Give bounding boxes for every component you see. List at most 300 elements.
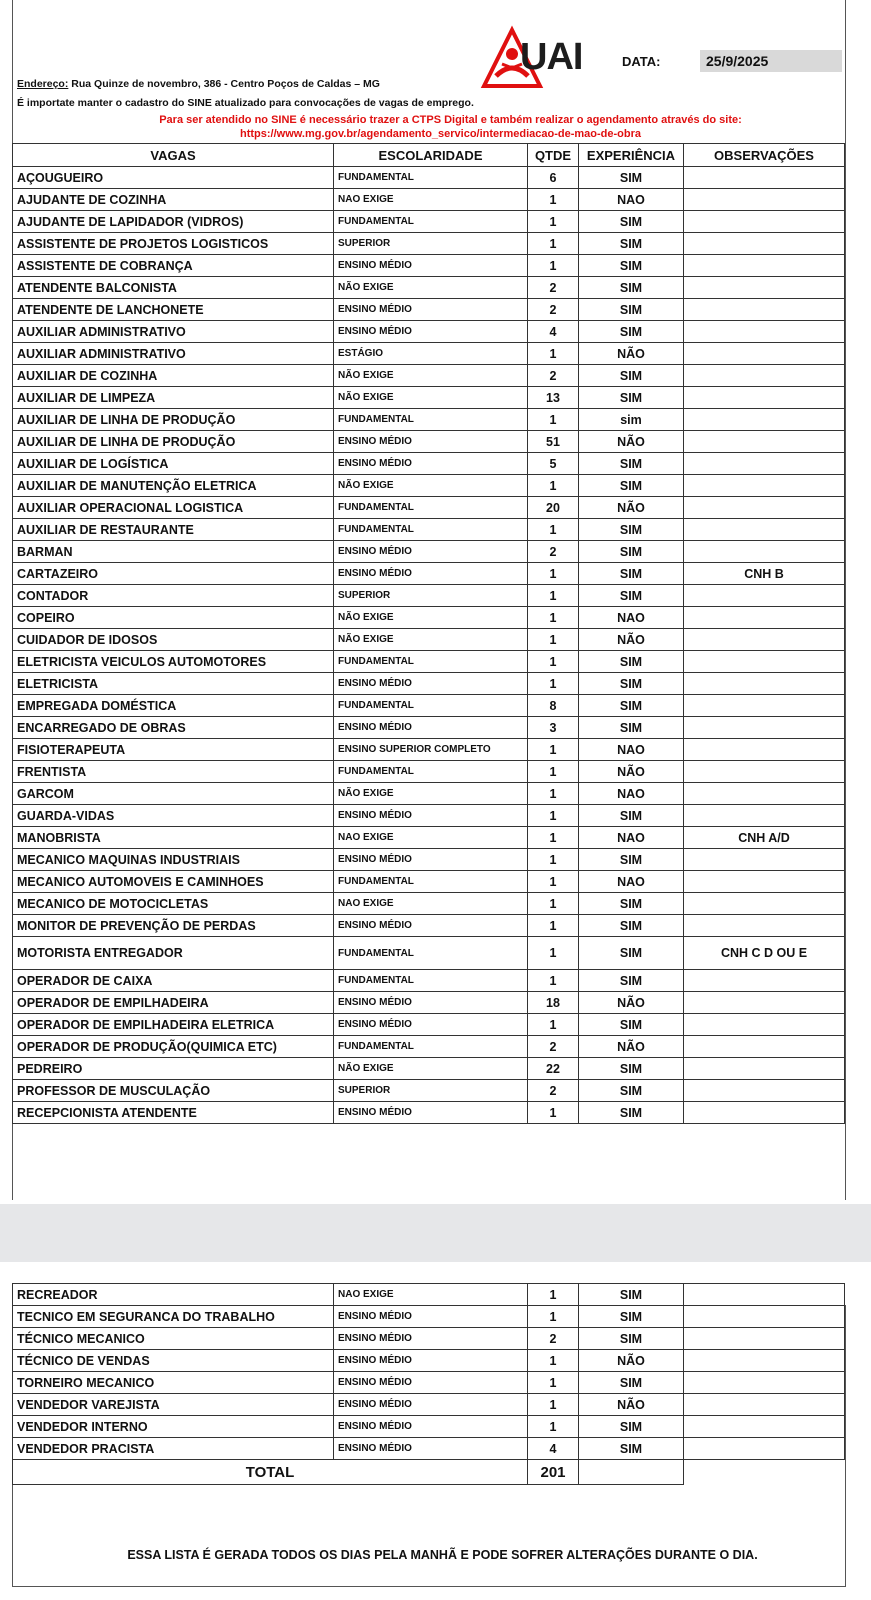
cell-escolaridade: FUNDAMENTAL [334, 970, 528, 992]
table-row [13, 937, 845, 970]
cell-observacoes [684, 475, 845, 497]
cell-escolaridade: ENSINO MÉDIO [334, 1372, 528, 1394]
table-row [13, 1394, 845, 1416]
cell-vaga: PROFESSOR DE MUSCULAÇÃO [13, 1080, 334, 1102]
table-row [13, 211, 845, 233]
cell-vaga: VENDEDOR PRACISTA [13, 1438, 334, 1460]
table-row [13, 321, 845, 343]
cell-escolaridade: ENSINO MÉDIO [334, 1350, 528, 1372]
cell-experiencia: NÃO [579, 1394, 684, 1416]
cell-escolaridade: NÃO EXIGE [334, 277, 528, 299]
cell-experiencia: SIM [579, 1372, 684, 1394]
cell-observacoes [684, 805, 845, 827]
cell-escolaridade: FUNDAMENTAL [334, 211, 528, 233]
cell-vaga: FISIOTERAPEUTA [13, 739, 334, 761]
cell-escolaridade: ENSINO MÉDIO [334, 717, 528, 739]
cell-observacoes [684, 761, 845, 783]
table-row [13, 783, 845, 805]
cell-vaga: ELETRICISTA [13, 673, 334, 695]
address-label: Endereço: [17, 78, 69, 90]
cell-vaga: MECANICO MAQUINAS INDUSTRIAIS [13, 849, 334, 871]
cell-experiencia: SIM [579, 299, 684, 321]
cell-escolaridade: NÃO EXIGE [334, 387, 528, 409]
cell-qtde: 1 [528, 1350, 579, 1372]
cell-qtde: 1 [528, 651, 579, 673]
cell-escolaridade: ENSINO MÉDIO [334, 1102, 528, 1124]
table-row [13, 739, 845, 761]
cell-escolaridade: NÃO EXIGE [334, 783, 528, 805]
col-qtde: QTDE [528, 144, 579, 167]
cell-escolaridade: ENSINO MÉDIO [334, 453, 528, 475]
cell-experiencia: SIM [579, 167, 684, 189]
cell-vaga: CARTAZEIRO [13, 563, 334, 585]
table-row [13, 1416, 845, 1438]
jobs-table-page1 [12, 143, 845, 1124]
cell-qtde: 20 [528, 497, 579, 519]
cell-escolaridade: ENSINO MÉDIO [334, 992, 528, 1014]
table-row [13, 1102, 845, 1124]
cell-vaga: MONITOR DE PREVENÇÃO DE PERDAS [13, 915, 334, 937]
table-row [13, 629, 845, 651]
jobs-table-page2 [12, 1283, 845, 1485]
cell-vaga: AUXILIAR DE LIMPEZA [13, 387, 334, 409]
cell-observacoes [684, 1284, 845, 1306]
table-row [13, 541, 845, 563]
cell-qtde: 4 [528, 321, 579, 343]
cell-observacoes [684, 915, 845, 937]
cell-vaga: AUXILIAR ADMINISTRATIVO [13, 321, 334, 343]
cell-observacoes [684, 1372, 845, 1394]
table-row [13, 1350, 845, 1372]
cell-qtde: 1 [528, 827, 579, 849]
cell-observacoes [684, 167, 845, 189]
footer-note: ESSA LISTA É GERADA TODOS OS DIAS PELA MANHÃ E PODE SOFRER ALTERAÇÕES DURANTE O DIA. [127, 1548, 758, 1562]
cell-observacoes [684, 651, 845, 673]
table-row [13, 585, 845, 607]
cell-experiencia: SIM [579, 651, 684, 673]
cell-qtde: 1 [528, 1102, 579, 1124]
cell-escolaridade: ENSINO MÉDIO [334, 1328, 528, 1350]
cell-vaga: MOTORISTA ENTREGADOR [13, 937, 334, 970]
cell-observacoes [684, 717, 845, 739]
cell-experiencia: SIM [579, 805, 684, 827]
cell-observacoes [684, 387, 845, 409]
cell-qtde: 2 [528, 299, 579, 321]
table-row [13, 893, 845, 915]
cell-qtde: 1 [528, 893, 579, 915]
cell-experiencia: SIM [579, 1438, 684, 1460]
date-label: DATA: [622, 54, 661, 69]
cell-qtde: 1 [528, 783, 579, 805]
cell-experiencia: NÃO [579, 497, 684, 519]
cell-qtde: 8 [528, 695, 579, 717]
cell-qtde: 5 [528, 453, 579, 475]
cell-vaga: CUIDADOR DE IDOSOS [13, 629, 334, 651]
cell-experiencia: sim [579, 409, 684, 431]
date-value: 25/9/2025 [700, 50, 842, 72]
cell-vaga: GARCOM [13, 783, 334, 805]
cell-observacoes [684, 783, 845, 805]
cell-escolaridade: NAO EXIGE [334, 827, 528, 849]
cell-observacoes [684, 1058, 845, 1080]
cell-experiencia: SIM [579, 563, 684, 585]
cell-experiencia: SIM [579, 453, 684, 475]
cell-observacoes [684, 629, 845, 651]
cell-experiencia: SIM [579, 475, 684, 497]
cell-vaga: AUXILIAR DE LINHA DE PRODUÇÃO [13, 409, 334, 431]
cell-escolaridade: FUNDAMENTAL [334, 409, 528, 431]
cell-observacoes [684, 992, 845, 1014]
cell-vaga: MANOBRISTA [13, 827, 334, 849]
table-row [13, 992, 845, 1014]
cell-experiencia: NÃO [579, 629, 684, 651]
cell-observacoes [684, 1438, 845, 1460]
cell-vaga: AJUDANTE DE LAPIDADOR (VIDROS) [13, 211, 334, 233]
cell-observacoes [684, 607, 845, 629]
cell-observacoes [684, 343, 845, 365]
cell-escolaridade: ENSINO MÉDIO [334, 1014, 528, 1036]
cell-experiencia: NAO [579, 607, 684, 629]
address-text: Rua Quinze de novembro, 386 - Centro Poços de Caldas – MG [68, 78, 380, 90]
cell-vaga: ASSISTENTE DE PROJETOS LOGISTICOS [13, 233, 334, 255]
cell-vaga: AUXILIAR ADMINISTRATIVO [13, 343, 334, 365]
cell-vaga: AUXILIAR DE LINHA DE PRODUÇÃO [13, 431, 334, 453]
cell-vaga: TECNICO EM SEGURANCA DO TRABALHO [13, 1306, 334, 1328]
cell-vaga: CONTADOR [13, 585, 334, 607]
cell-escolaridade: ENSINO MÉDIO [334, 1438, 528, 1460]
cell-observacoes [684, 189, 845, 211]
cell-observacoes: CNH B [684, 563, 845, 585]
table-row [13, 871, 845, 893]
cell-qtde: 1 [528, 233, 579, 255]
total-exp-empty [579, 1460, 684, 1485]
cell-escolaridade: ENSINO MÉDIO [334, 541, 528, 563]
table-row [13, 827, 845, 849]
cell-experiencia: SIM [579, 1328, 684, 1350]
cell-qtde: 1 [528, 849, 579, 871]
logo-text: UAI [520, 36, 583, 78]
table-row [13, 1080, 845, 1102]
cell-observacoes [684, 893, 845, 915]
cell-experiencia: SIM [579, 277, 684, 299]
cell-experiencia: SIM [579, 1014, 684, 1036]
cell-qtde: 2 [528, 541, 579, 563]
cell-experiencia: SIM [579, 255, 684, 277]
cell-escolaridade: ENSINO MÉDIO [334, 673, 528, 695]
cell-qtde: 1 [528, 937, 579, 970]
cell-experiencia: SIM [579, 321, 684, 343]
cell-experiencia: SIM [579, 1080, 684, 1102]
cell-qtde: 22 [528, 1058, 579, 1080]
table-row [13, 1306, 845, 1328]
cell-experiencia: SIM [579, 585, 684, 607]
table-row [13, 607, 845, 629]
cell-observacoes [684, 497, 845, 519]
cell-experiencia: NAO [579, 871, 684, 893]
cell-qtde: 2 [528, 1036, 579, 1058]
table-row [13, 1014, 845, 1036]
cell-observacoes [684, 299, 845, 321]
cell-vaga: OPERADOR DE EMPILHADEIRA [13, 992, 334, 1014]
cell-observacoes [684, 739, 845, 761]
cell-vaga: EMPREGADA DOMÉSTICA [13, 695, 334, 717]
cell-escolaridade: NAO EXIGE [334, 1284, 528, 1306]
table-row [13, 387, 845, 409]
cell-qtde: 18 [528, 992, 579, 1014]
cell-vaga: TÉCNICO DE VENDAS [13, 1350, 334, 1372]
cell-escolaridade: ENSINO MÉDIO [334, 849, 528, 871]
cell-vaga: ENCARREGADO DE OBRAS [13, 717, 334, 739]
cell-escolaridade: NAO EXIGE [334, 189, 528, 211]
table-row [13, 849, 845, 871]
table-row [13, 563, 845, 585]
cell-experiencia: SIM [579, 233, 684, 255]
table-row [13, 497, 845, 519]
table-row [13, 1328, 845, 1350]
cell-escolaridade: NAO EXIGE [334, 893, 528, 915]
cell-qtde: 1 [528, 519, 579, 541]
cell-escolaridade: FUNDAMENTAL [334, 695, 528, 717]
cell-observacoes [684, 519, 845, 541]
table-row [13, 1372, 845, 1394]
cell-qtde: 1 [528, 1416, 579, 1438]
cell-vaga: GUARDA-VIDAS [13, 805, 334, 827]
cell-escolaridade: FUNDAMENTAL [334, 651, 528, 673]
cell-qtde: 1 [528, 1306, 579, 1328]
cell-vaga: AUXILIAR DE LOGÍSTICA [13, 453, 334, 475]
cell-qtde: 3 [528, 717, 579, 739]
cell-escolaridade: SUPERIOR [334, 1080, 528, 1102]
cell-qtde: 51 [528, 431, 579, 453]
cell-vaga: OPERADOR DE PRODUÇÃO(QUIMICA ETC) [13, 1036, 334, 1058]
cell-qtde: 1 [528, 915, 579, 937]
cell-escolaridade: NÃO EXIGE [334, 607, 528, 629]
total-value: 201 [528, 1460, 579, 1485]
col-observacoes: OBSERVAÇÕES [684, 144, 845, 167]
cell-experiencia: SIM [579, 365, 684, 387]
cell-qtde: 2 [528, 1328, 579, 1350]
cell-experiencia: NAO [579, 783, 684, 805]
cell-observacoes [684, 365, 845, 387]
cell-observacoes [684, 1416, 845, 1438]
cell-experiencia: SIM [579, 893, 684, 915]
cell-escolaridade: ESTÁGIO [334, 343, 528, 365]
cell-vaga: OPERADOR DE CAIXA [13, 970, 334, 992]
cell-observacoes [684, 277, 845, 299]
cell-qtde: 1 [528, 871, 579, 893]
cell-observacoes [684, 409, 845, 431]
cell-qtde: 1 [528, 211, 579, 233]
cell-escolaridade: NÃO EXIGE [334, 1058, 528, 1080]
cell-observacoes [684, 1036, 845, 1058]
cell-observacoes [684, 1350, 845, 1372]
cell-escolaridade: ENSINO MÉDIO [334, 805, 528, 827]
cell-escolaridade: FUNDAMENTAL [334, 761, 528, 783]
cell-qtde: 1 [528, 1372, 579, 1394]
cell-vaga: TÉCNICO MECANICO [13, 1328, 334, 1350]
table-row [13, 695, 845, 717]
cell-experiencia: SIM [579, 1306, 684, 1328]
col-vagas: VAGAS [13, 144, 334, 167]
cell-escolaridade: ENSINO MÉDIO [334, 299, 528, 321]
table-row [13, 453, 845, 475]
cell-qtde: 1 [528, 1284, 579, 1306]
cell-experiencia: NAO [579, 189, 684, 211]
cell-qtde: 1 [528, 255, 579, 277]
table-row [13, 233, 845, 255]
table-row [13, 673, 845, 695]
cell-vaga: RECEPCIONISTA ATENDENTE [13, 1102, 334, 1124]
cell-observacoes [684, 1394, 845, 1416]
table-row [13, 805, 845, 827]
cell-experiencia: SIM [579, 1102, 684, 1124]
cell-experiencia: NÃO [579, 1036, 684, 1058]
cell-qtde: 1 [528, 629, 579, 651]
cell-escolaridade: FUNDAMENTAL [334, 871, 528, 893]
cell-vaga: MECANICO AUTOMOVEIS E CAMINHOES [13, 871, 334, 893]
cell-observacoes [684, 849, 845, 871]
cell-vaga: ATENDENTE DE LANCHONETE [13, 299, 334, 321]
table-row [13, 167, 845, 189]
table-row [13, 189, 845, 211]
cell-qtde: 1 [528, 673, 579, 695]
cell-escolaridade: NÃO EXIGE [334, 365, 528, 387]
cell-experiencia: NÃO [579, 992, 684, 1014]
cell-qtde: 1 [528, 607, 579, 629]
table-row [13, 299, 845, 321]
cell-vaga: VENDEDOR VAREJISTA [13, 1394, 334, 1416]
table-row [13, 1284, 845, 1306]
cell-qtde: 2 [528, 1080, 579, 1102]
cell-vaga: FRENTISTA [13, 761, 334, 783]
cell-experiencia: SIM [579, 695, 684, 717]
cell-vaga: AJUDANTE DE COZINHA [13, 189, 334, 211]
cell-experiencia: SIM [579, 673, 684, 695]
cell-escolaridade: ENSINO MÉDIO [334, 255, 528, 277]
cell-escolaridade: SUPERIOR [334, 585, 528, 607]
cell-experiencia: NAO [579, 827, 684, 849]
total-obs-empty [684, 1460, 845, 1485]
cell-vaga: ASSISTENTE DE COBRANÇA [13, 255, 334, 277]
cell-qtde: 1 [528, 805, 579, 827]
cell-qtde: 1 [528, 563, 579, 585]
cell-experiencia: SIM [579, 915, 684, 937]
col-experiencia: EXPERIÊNCIA [579, 144, 684, 167]
cell-experiencia: SIM [579, 387, 684, 409]
cell-escolaridade: FUNDAMENTAL [334, 1036, 528, 1058]
cell-observacoes [684, 1080, 845, 1102]
cell-escolaridade: ENSINO MÉDIO [334, 1306, 528, 1328]
cell-experiencia: SIM [579, 970, 684, 992]
cell-escolaridade: FUNDAMENTAL [334, 519, 528, 541]
table-row [13, 717, 845, 739]
cell-escolaridade: FUNDAMENTAL [334, 497, 528, 519]
cell-qtde: 1 [528, 1394, 579, 1416]
table-row [13, 1058, 845, 1080]
cell-vaga: COPEIRO [13, 607, 334, 629]
cell-qtde: 1 [528, 585, 579, 607]
cell-vaga: AUXILIAR DE RESTAURANTE [13, 519, 334, 541]
cell-escolaridade: ENSINO MÉDIO [334, 321, 528, 343]
cell-experiencia: SIM [579, 541, 684, 563]
cell-experiencia: SIM [579, 1058, 684, 1080]
cell-observacoes [684, 695, 845, 717]
table-row [13, 519, 845, 541]
cell-vaga: VENDEDOR INTERNO [13, 1416, 334, 1438]
cell-observacoes [684, 541, 845, 563]
cell-qtde: 4 [528, 1438, 579, 1460]
cell-experiencia: NÃO [579, 343, 684, 365]
cell-vaga: TORNEIRO MECANICO [13, 1372, 334, 1394]
site-url: https://www.mg.gov.br/agendamento_servico/intermediacao-de-mao-de-obra [240, 128, 641, 140]
table-row [13, 277, 845, 299]
cell-qtde: 6 [528, 167, 579, 189]
cell-observacoes [684, 1014, 845, 1036]
cell-escolaridade: ENSINO MÉDIO [334, 563, 528, 585]
cell-vaga: AUXILIAR DE COZINHA [13, 365, 334, 387]
cell-qtde: 1 [528, 409, 579, 431]
cell-vaga: ELETRICISTA VEICULOS AUTOMOTORES [13, 651, 334, 673]
cell-vaga: AUXILIAR DE MANUTENÇÃO ELETRICA [13, 475, 334, 497]
cell-escolaridade: ENSINO MÉDIO [334, 1394, 528, 1416]
cell-qtde: 1 [528, 475, 579, 497]
cell-vaga: AÇOUGUEIRO [13, 167, 334, 189]
cell-experiencia: SIM [579, 1284, 684, 1306]
cell-vaga: MECANICO DE MOTOCICLETAS [13, 893, 334, 915]
cell-experiencia: SIM [579, 849, 684, 871]
cell-escolaridade: ENSINO SUPERIOR COMPLETO [334, 739, 528, 761]
cell-qtde: 1 [528, 761, 579, 783]
cell-qtde: 1 [528, 739, 579, 761]
cell-qtde: 1 [528, 343, 579, 365]
cell-vaga: RECREADOR [13, 1284, 334, 1306]
cell-observacoes: CNH A/D [684, 827, 845, 849]
cell-escolaridade: ENSINO MÉDIO [334, 915, 528, 937]
table-row [13, 431, 845, 453]
cell-qtde: 13 [528, 387, 579, 409]
col-escolaridade: ESCOLARIDADE [334, 144, 528, 167]
cell-observacoes [684, 673, 845, 695]
cell-escolaridade: ENSINO MÉDIO [334, 431, 528, 453]
notice-red: Para ser atendido no SINE é necessário trazer a CTPS Digital e também realizar o agendamento através do site: [159, 114, 742, 126]
cell-observacoes [684, 453, 845, 475]
table-row [13, 1438, 845, 1460]
cell-qtde: 1 [528, 1014, 579, 1036]
cell-qtde: 2 [528, 277, 579, 299]
cell-qtde: 1 [528, 970, 579, 992]
cell-observacoes [684, 321, 845, 343]
cell-observacoes [684, 211, 845, 233]
table-row [13, 365, 845, 387]
cell-observacoes [684, 1328, 845, 1350]
cell-vaga: AUXILIAR OPERACIONAL LOGISTICA [13, 497, 334, 519]
table-row [13, 255, 845, 277]
cell-observacoes [684, 871, 845, 893]
cell-experiencia: NÃO [579, 1350, 684, 1372]
cell-qtde: 2 [528, 365, 579, 387]
cell-escolaridade: FUNDAMENTAL [334, 937, 528, 970]
cell-qtde: 1 [528, 189, 579, 211]
cell-experiencia: NÃO [579, 761, 684, 783]
cell-observacoes [684, 585, 845, 607]
table-row [13, 1036, 845, 1058]
total-label: TOTAL [13, 1460, 528, 1485]
cell-observacoes: CNH C D OU E [684, 937, 845, 970]
cell-observacoes [684, 1306, 845, 1328]
table-row [13, 409, 845, 431]
cell-experiencia: SIM [579, 937, 684, 970]
cell-escolaridade: SUPERIOR [334, 233, 528, 255]
